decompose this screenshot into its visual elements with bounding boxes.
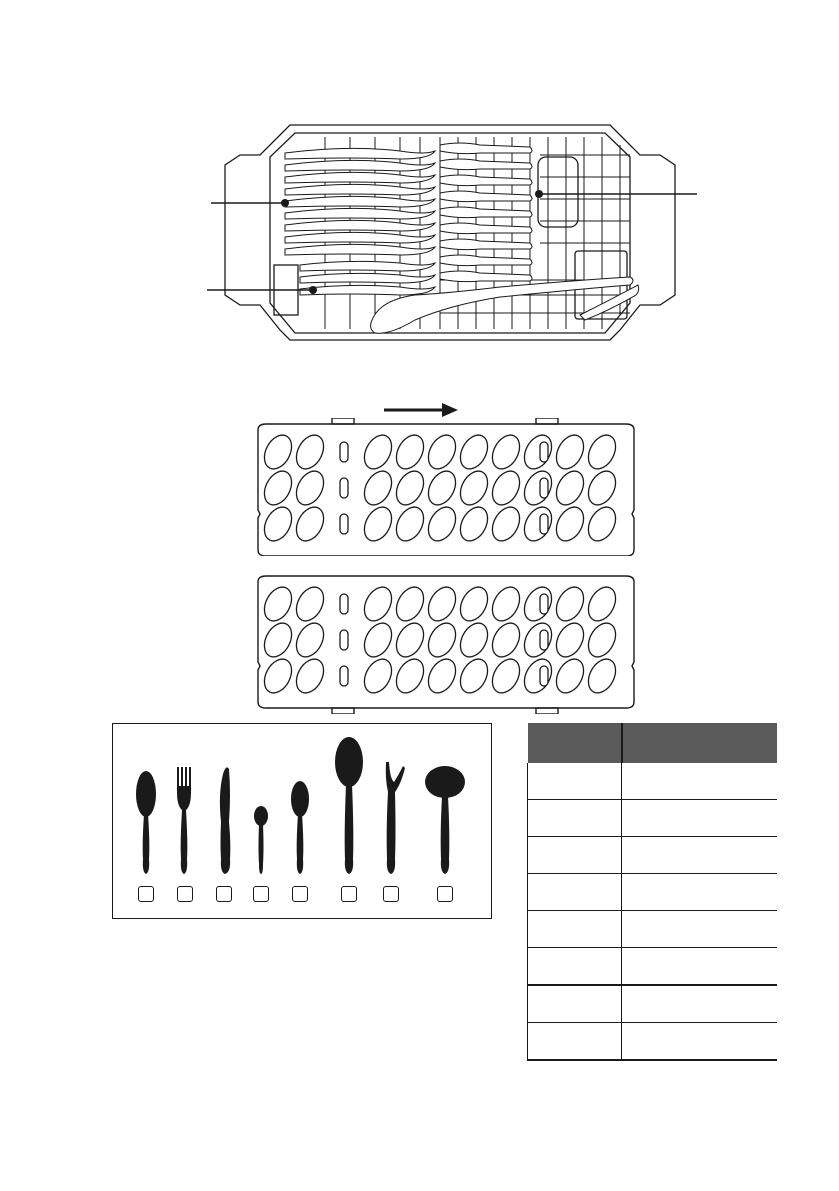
legend-cell (622, 874, 778, 911)
table-row (528, 800, 778, 837)
knife-checkbox[interactable] (216, 886, 232, 902)
legend-cell (622, 763, 778, 800)
callout-lines (205, 185, 700, 295)
table-row (528, 1023, 778, 1061)
legend-cell (528, 985, 622, 1023)
ladle-icon (425, 766, 465, 874)
table-row (528, 763, 778, 800)
arrow-right-icon (382, 401, 460, 419)
cutlery-selection-panel (112, 723, 492, 919)
knife-icon (220, 767, 230, 874)
legend-cell (622, 911, 778, 948)
legend-cell (528, 874, 622, 911)
serving-spoon-icon (335, 737, 363, 874)
tablespoon-checkbox[interactable] (138, 886, 154, 902)
legend-table-header (528, 723, 778, 763)
table-row (528, 874, 778, 911)
legend-cell (622, 1023, 778, 1061)
cutlery-tray-upper (248, 418, 644, 556)
serving-fork-checkbox[interactable] (383, 886, 399, 902)
legend-cell (528, 800, 622, 837)
dessert-spoon-checkbox[interactable] (292, 886, 308, 902)
legend-cell (622, 985, 778, 1023)
fork-icon (177, 767, 191, 874)
ladle-checkbox[interactable] (437, 886, 453, 902)
table-row (528, 837, 778, 874)
legend-header-cell (622, 723, 778, 763)
serving-spoon-checkbox[interactable] (341, 886, 357, 902)
legend-cell (528, 763, 622, 800)
legend-cell (622, 837, 778, 874)
table-row (528, 985, 778, 1023)
table-row (528, 911, 778, 948)
teaspoon-icon (254, 806, 268, 874)
serving-fork-icon (386, 762, 405, 874)
legend-cell (622, 948, 778, 986)
legend-cell (528, 911, 622, 948)
legend-cell (528, 1023, 622, 1061)
legend-header-cell (528, 723, 622, 763)
fork-checkbox[interactable] (177, 886, 193, 902)
dessert-spoon-icon (291, 781, 309, 874)
table-row (528, 948, 778, 986)
cutlery-tray-lower (248, 574, 644, 714)
legend-cell (528, 948, 622, 986)
legend-cell (622, 800, 778, 837)
legend-cell (528, 837, 622, 874)
teaspoon-checkbox[interactable] (253, 886, 269, 902)
legend-table (527, 723, 777, 1061)
tablespoon-icon (136, 771, 156, 874)
